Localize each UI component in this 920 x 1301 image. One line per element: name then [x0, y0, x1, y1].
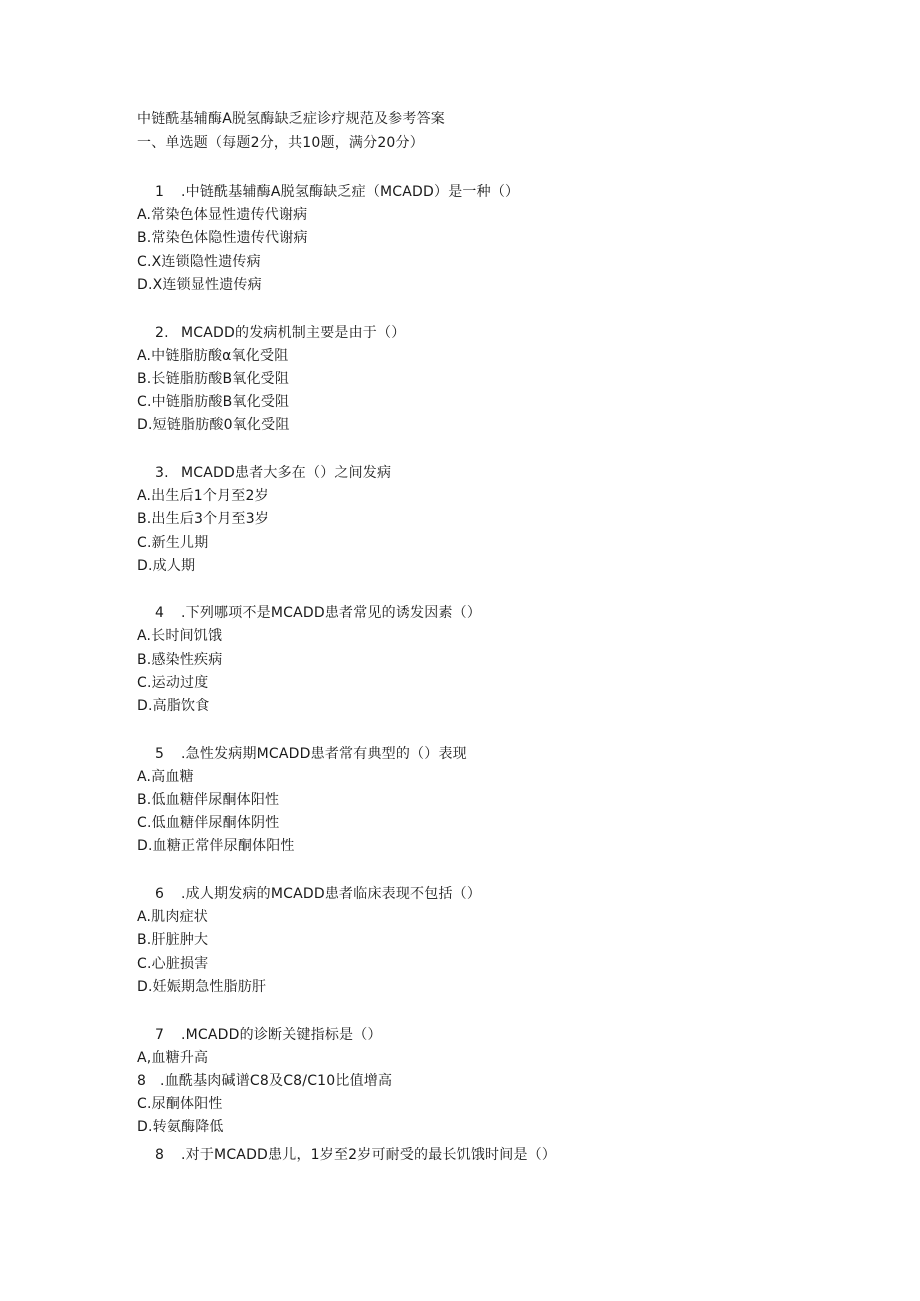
option-b: B.低血糖伴尿酮体阳性: [137, 792, 280, 808]
question-number: 4: [155, 605, 165, 621]
option-a: A.长时间饥饿: [137, 628, 223, 644]
question-number: 2.: [155, 325, 169, 341]
option-a: A.常染色体显性遗传代谢病: [137, 207, 308, 223]
question-7: [155, 1026, 382, 1044]
question-number: 6: [155, 886, 165, 902]
option-a: A.高血糖: [137, 769, 194, 785]
question-6: [155, 885, 481, 903]
option-d: D.短链脂肪酸0氧化受阻: [137, 417, 290, 433]
option-c: C.X连锁隐性遗传病: [137, 254, 261, 270]
option-b: B.长链脂肪酸B氧化受阻: [137, 371, 290, 387]
question-number: 1: [155, 184, 165, 200]
option-d: D.妊娠期急性脂肪肝: [137, 979, 267, 995]
option-a: A,血糖升高: [137, 1050, 209, 1066]
option-d: D.血糖正常伴尿酮体阳性: [137, 838, 295, 854]
section-heading: 一、单选题（每题2分，共10题，满分20分）: [137, 135, 424, 151]
question-number: 8: [155, 1147, 165, 1163]
option-a: A.中链脂肪酸α氧化受阻: [137, 348, 289, 364]
option-c: C.低血糖伴尿酮体阴性: [137, 815, 280, 831]
option-a: A.肌肉症状: [137, 909, 208, 925]
question-8: [155, 1146, 556, 1164]
option-b: B.肝脏肿大: [137, 932, 209, 948]
option-a: A.出生后1个月至2岁: [137, 488, 269, 504]
question-stem: MCADD的发病机制主要是由于（）: [181, 325, 406, 341]
option-c: C.新生儿期: [137, 535, 209, 551]
question-stem: MCADD患者大多在（）之间发病: [181, 465, 392, 481]
question-stem: .急性发病期MCADD患者常有典型的（）表现: [181, 746, 467, 762]
question-1: [155, 183, 519, 201]
option-c: C.中链脂肪酸B氧化受阻: [137, 394, 290, 410]
option-b: B.感染性疾病: [137, 652, 223, 668]
option-b: B.常染色体隐性遗传代谢病: [137, 230, 308, 246]
option-c: C.尿酮体阳性: [137, 1096, 223, 1112]
option-c: C.心脏损害: [137, 956, 209, 972]
question-stem: .MCADD的诊断关键指标是（）: [181, 1027, 382, 1043]
question-4: [155, 604, 481, 622]
question-stem: .中链酰基辅酶A脱氢酶缺乏症（MCADD）是一种（）: [181, 184, 520, 200]
question-3: [155, 464, 391, 482]
question-stem: .成人期发病的MCADD患者临床表现不包括（）: [181, 886, 482, 902]
question-2: [155, 324, 405, 342]
option-c: C.运动过度: [137, 675, 209, 691]
question-number: 5: [155, 746, 165, 762]
option-d: D.X连锁显性遗传病: [137, 277, 262, 293]
question-stem: .对于MCADD患儿，1岁至2岁可耐受的最长饥饿时间是（）: [181, 1147, 557, 1163]
option-d: D.转氨酶降低: [137, 1119, 224, 1135]
question-number: 7: [155, 1027, 165, 1043]
question-stem: .下列哪项不是MCADD患者常见的诱发因素（）: [181, 605, 482, 621]
option-d: D.高脂饮食: [137, 698, 210, 714]
option-b: B.出生后3个月至3岁: [137, 511, 270, 527]
document-title: 中链酰基辅酶A脱氢酶缺乏症诊疗规范及参考答案: [137, 111, 445, 127]
question-5: [155, 745, 467, 763]
question-number: 3.: [155, 465, 169, 481]
option-d: D.成人期: [137, 558, 196, 574]
option-b: 8 .血酰基肉碱谱C8及C8/C10比值增高: [137, 1073, 393, 1089]
